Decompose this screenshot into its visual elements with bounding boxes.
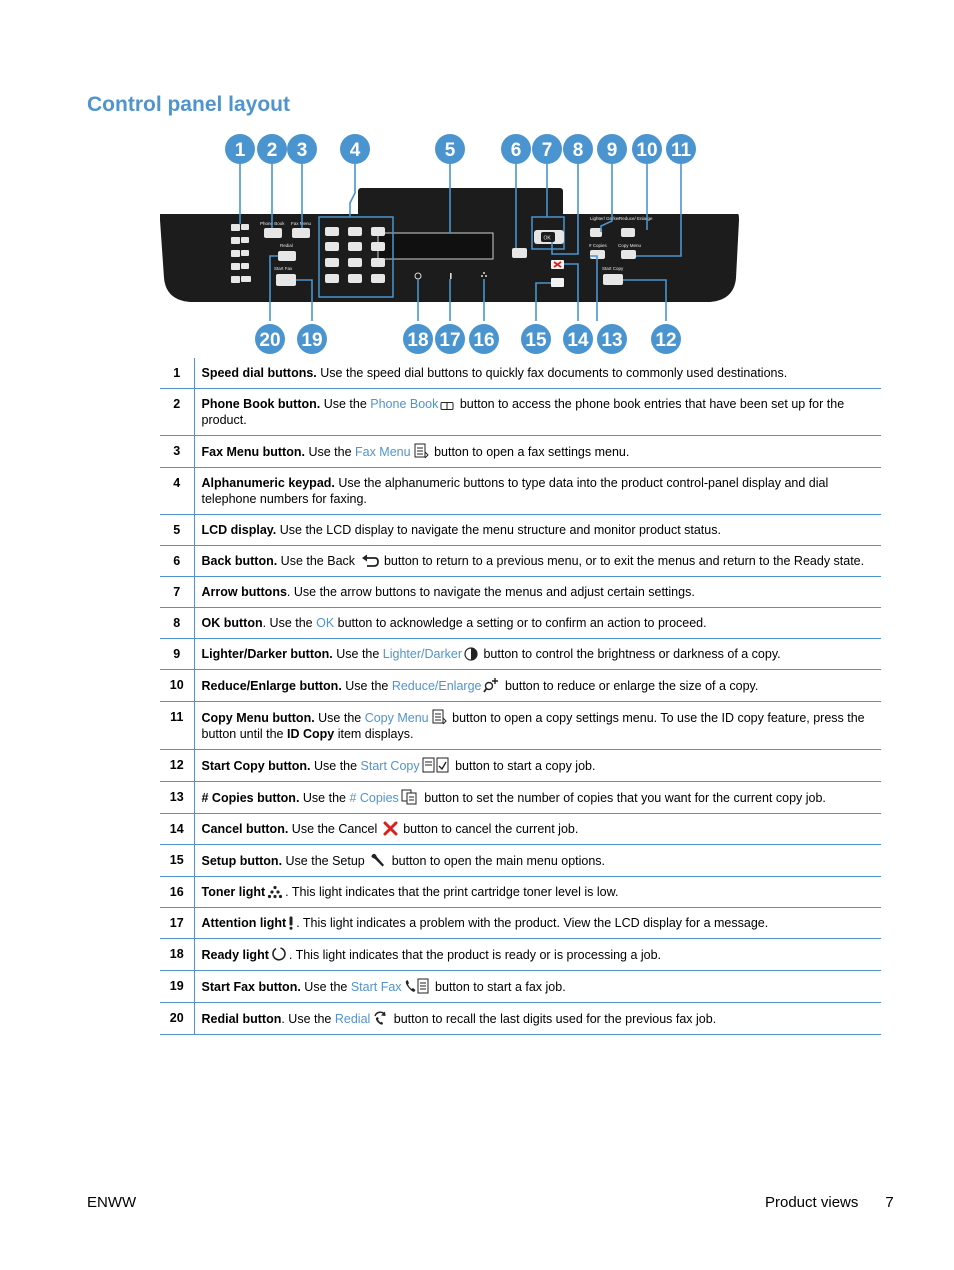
part-name: OK button: [201, 616, 263, 630]
svg-text:12: 12: [655, 330, 677, 351]
svg-text:3: 3: [296, 140, 308, 161]
callout-3: [287, 134, 317, 164]
description-text: button to cancel the current job.: [399, 822, 579, 836]
description-text: Use the LCD display to navigate the menu structure and monitor product status.: [276, 523, 721, 537]
ui-label-link: # Copies: [349, 791, 399, 805]
panel-label-reduce-enlarge: Reduce/ Enlarge: [619, 216, 653, 221]
part-name: Phone Book button.: [201, 397, 321, 411]
bold-term: ID Copy: [286, 727, 335, 741]
svg-text:8: 8: [572, 140, 584, 161]
table-row: [160, 389, 881, 436]
part-name: # Copies button.: [201, 791, 300, 805]
panel-label-phone-book: Phone Book: [260, 221, 285, 226]
svg-text:9: 9: [606, 140, 618, 161]
table-row: [160, 577, 881, 608]
panel-label-copies: # Copies: [589, 243, 607, 248]
part-name: Start Fax button.: [201, 980, 301, 994]
phonebook-icon: [440, 401, 454, 411]
row-description: [194, 908, 881, 939]
callout-5: [435, 134, 465, 164]
description-text: button to return to a previous menu, or to exit the menus and return to the Ready state.: [380, 554, 865, 568]
contrast-icon: [464, 647, 478, 661]
description-text: Use the Setup: [282, 854, 369, 868]
row-description: [194, 782, 881, 814]
table-row: [160, 546, 881, 577]
svg-text:17: 17: [439, 330, 461, 351]
table-row: [160, 1003, 881, 1035]
description-text: Use the Cancel: [288, 822, 381, 836]
row-description: [194, 750, 881, 782]
row-description: [194, 939, 881, 971]
start-fax-icon: [404, 978, 430, 994]
ui-label-link: Start Fax: [350, 980, 402, 994]
description-text: . This light indicates a problem with the product. View the LCD display for a message.: [296, 916, 769, 930]
table-row: [160, 608, 881, 639]
row-description: [194, 1003, 881, 1035]
row-description: [194, 702, 881, 750]
row-number: 15: [160, 845, 194, 877]
page-title: Control panel layout: [87, 93, 291, 116]
description-text: Use the: [310, 759, 361, 773]
svg-text:18: 18: [407, 330, 429, 351]
row-number: 12: [160, 750, 194, 782]
part-name: Fax Menu button.: [201, 445, 305, 459]
table-row: [160, 639, 881, 670]
svg-text:13: 13: [601, 330, 623, 351]
part-name: Arrow buttons: [201, 585, 287, 599]
part-name: Ready light: [201, 948, 269, 962]
callout-10: [632, 134, 662, 164]
table-row: [160, 468, 881, 515]
row-number: 19: [160, 971, 194, 1003]
panel-top-ledge: [358, 188, 563, 216]
table-row: [160, 877, 881, 908]
description-text: button to acknowledge a setting or to confirm an action to proceed.: [334, 616, 707, 630]
ui-label-link: Lighter/Darker: [382, 647, 462, 661]
copies-icon: [401, 789, 419, 805]
svg-text:19: 19: [301, 330, 323, 351]
row-number: 9: [160, 639, 194, 670]
row-number: 6: [160, 546, 194, 577]
callout-7: [532, 134, 562, 164]
table-row: [160, 436, 881, 468]
attention-light: [450, 273, 452, 279]
description-text: button to open the main menu options.: [388, 854, 606, 868]
description-text: . Use the: [281, 1012, 335, 1026]
panel-label-ok: OK: [543, 235, 551, 242]
description-text: Use the: [341, 679, 392, 693]
row-description: [194, 577, 881, 608]
row-number: 8: [160, 608, 194, 639]
ui-label-link: Copy Menu: [364, 711, 429, 725]
toner-icon: [267, 885, 283, 899]
row-number: 10: [160, 670, 194, 702]
row-number: 7: [160, 577, 194, 608]
svg-text:7: 7: [541, 140, 553, 161]
description-text: button to control the brightness or darkness of a copy.: [480, 647, 781, 661]
part-name: Start Copy button.: [201, 759, 311, 773]
ready-icon: [271, 946, 287, 962]
panel-label-fax-menu: Fax Menu: [291, 221, 312, 226]
description-text: button to access the phone book entries that have been set up for the product.: [201, 397, 845, 427]
part-name: LCD display.: [201, 523, 277, 537]
row-number: 17: [160, 908, 194, 939]
description-text: Use the: [320, 397, 371, 411]
description-text: Use the Back: [277, 554, 359, 568]
part-name: Cancel button.: [201, 822, 289, 836]
callout-13: [597, 324, 627, 354]
row-description: [194, 515, 881, 546]
row-number: 3: [160, 436, 194, 468]
page-number: 7: [885, 1194, 894, 1211]
part-name: Lighter/Darker button.: [201, 647, 333, 661]
parts-table-body: [160, 358, 881, 1035]
cancel-icon: [383, 821, 398, 836]
row-number: 11: [160, 702, 194, 750]
description-text: Use the: [314, 711, 365, 725]
svg-text:2: 2: [266, 140, 278, 161]
description-text: Use the alphanumeric buttons to type data into the product control-panel display and dial telephone numbers for faxing.: [201, 476, 829, 506]
part-name: Copy Menu button.: [201, 711, 315, 725]
svg-text:1: 1: [234, 140, 246, 161]
fax-menu-icon: [413, 443, 429, 459]
footer-right: [765, 1194, 894, 1211]
row-description: [194, 468, 881, 515]
svg-text:20: 20: [259, 330, 281, 351]
table-row: [160, 814, 881, 845]
svg-text:11: 11: [670, 140, 692, 161]
row-number: 13: [160, 782, 194, 814]
back-icon: [361, 554, 379, 568]
table-row: [160, 782, 881, 814]
description-text: button to reduce or enlarge the size of a copy.: [501, 679, 759, 693]
ui-label-link: Redial: [334, 1012, 371, 1026]
table-row: [160, 908, 881, 939]
table-row: [160, 670, 881, 702]
callout-9: [597, 134, 627, 164]
callout-14: [563, 324, 593, 354]
table-row: [160, 515, 881, 546]
description-text: Use the: [304, 445, 355, 459]
part-name: Attention light: [201, 916, 287, 930]
callout-19: [297, 324, 327, 354]
description-text: . Use the arrow buttons to navigate the menus and adjust certain settings.: [286, 585, 695, 599]
ui-label-link: OK: [316, 616, 335, 630]
callout-18: [403, 324, 433, 354]
back-button: [512, 248, 527, 258]
callout-2: [257, 134, 287, 164]
part-name: Redial button: [201, 1012, 282, 1026]
magnify-icon: [483, 677, 499, 693]
svg-text:16: 16: [473, 330, 495, 351]
part-name: Reduce/Enlarge button.: [201, 679, 342, 693]
callout-20: [255, 324, 285, 354]
panel-label-lighter-darker: Lighter/ Darker: [590, 216, 620, 221]
description-text: button to open a copy settings menu. To use the ID copy feature, press the button until the: [201, 711, 865, 741]
panel-label-start-fax: Start Fax: [274, 266, 293, 271]
description-text: Use the: [300, 980, 351, 994]
row-description: [194, 845, 881, 877]
svg-text:14: 14: [567, 330, 589, 351]
wrench-icon: [370, 852, 386, 868]
svg-text:4: 4: [349, 140, 361, 161]
table-row: [160, 702, 881, 750]
row-number: 5: [160, 515, 194, 546]
parts-table: [160, 358, 881, 1035]
table-row: [160, 845, 881, 877]
setup-button: [551, 278, 564, 287]
svg-text:15: 15: [525, 330, 547, 351]
description-text: button to start a copy job.: [451, 759, 596, 773]
row-description: [194, 608, 881, 639]
ui-label-link: Phone Book: [370, 397, 439, 411]
description-text: . Use the: [262, 616, 317, 630]
row-description: [194, 877, 881, 908]
panel-label-copy-menu: Copy Menu: [618, 243, 642, 248]
table-row: [160, 358, 881, 389]
row-number: 14: [160, 814, 194, 845]
ui-label-link: Fax Menu: [355, 445, 411, 459]
row-description: [194, 639, 881, 670]
table-row: [160, 971, 881, 1003]
svg-text:10: 10: [636, 140, 658, 161]
callout-6: [501, 134, 531, 164]
row-description: [194, 814, 881, 845]
ui-label-link: Reduce/Enlarge: [391, 679, 482, 693]
callout-16: [469, 324, 499, 354]
row-description: [194, 389, 881, 436]
row-description: [194, 670, 881, 702]
description-text: Use the speed dial buttons to quickly fax documents to commonly used destinations.: [316, 366, 788, 380]
part-name: Setup button.: [201, 854, 283, 868]
table-row: [160, 939, 881, 971]
row-number: 1: [160, 358, 194, 389]
row-number: 2: [160, 389, 194, 436]
ui-label-link: Start Copy: [360, 759, 420, 773]
attention-icon: [288, 916, 294, 930]
control-panel-diagram: [150, 128, 750, 358]
callout-17: [435, 324, 465, 354]
description-text: button to open a fax settings menu.: [430, 445, 630, 459]
redial-icon: [372, 1010, 388, 1026]
footer-section: Product views: [765, 1194, 859, 1211]
row-description: [194, 358, 881, 389]
panel-label-redial: Redial: [280, 243, 293, 248]
description-text: Use the: [299, 791, 350, 805]
row-number: 20: [160, 1003, 194, 1035]
description-text: button to recall the last digits used for the previous fax job.: [390, 1012, 717, 1026]
row-number: 4: [160, 468, 194, 515]
callout-4: [340, 134, 370, 164]
callout-11: [666, 134, 696, 164]
description-text: . This light indicates that the product is ready or is processing a job.: [288, 948, 662, 962]
row-number: 16: [160, 877, 194, 908]
row-description: [194, 971, 881, 1003]
description-text: button to set the number of copies that you want for the current copy job.: [420, 791, 826, 805]
part-name: Speed dial buttons.: [201, 366, 317, 380]
description-text: Use the: [332, 647, 383, 661]
part-name: Toner light: [201, 885, 266, 899]
callout-1: [225, 134, 255, 164]
panel-label-start-copy: Start Copy: [602, 266, 624, 271]
lcd-display: [378, 233, 493, 259]
svg-text:5: 5: [444, 140, 456, 161]
start-copy-icon: [422, 757, 450, 773]
row-description: [194, 546, 881, 577]
description-text: item displays.: [334, 727, 414, 741]
callout-8: [563, 134, 593, 164]
part-name: Alphanumeric keypad.: [201, 476, 335, 490]
callout-15: [521, 324, 551, 354]
row-description: [194, 436, 881, 468]
description-text: button to start a fax job.: [431, 980, 566, 994]
footer-left: ENWW: [87, 1194, 137, 1211]
part-name: Back button.: [201, 554, 278, 568]
copy-menu-icon: [431, 709, 447, 725]
table-row: [160, 750, 881, 782]
description-text: . This light indicates that the print cartridge toner level is low.: [285, 885, 619, 899]
row-number: 18: [160, 939, 194, 971]
callout-12: [651, 324, 681, 354]
svg-text:6: 6: [510, 140, 522, 161]
